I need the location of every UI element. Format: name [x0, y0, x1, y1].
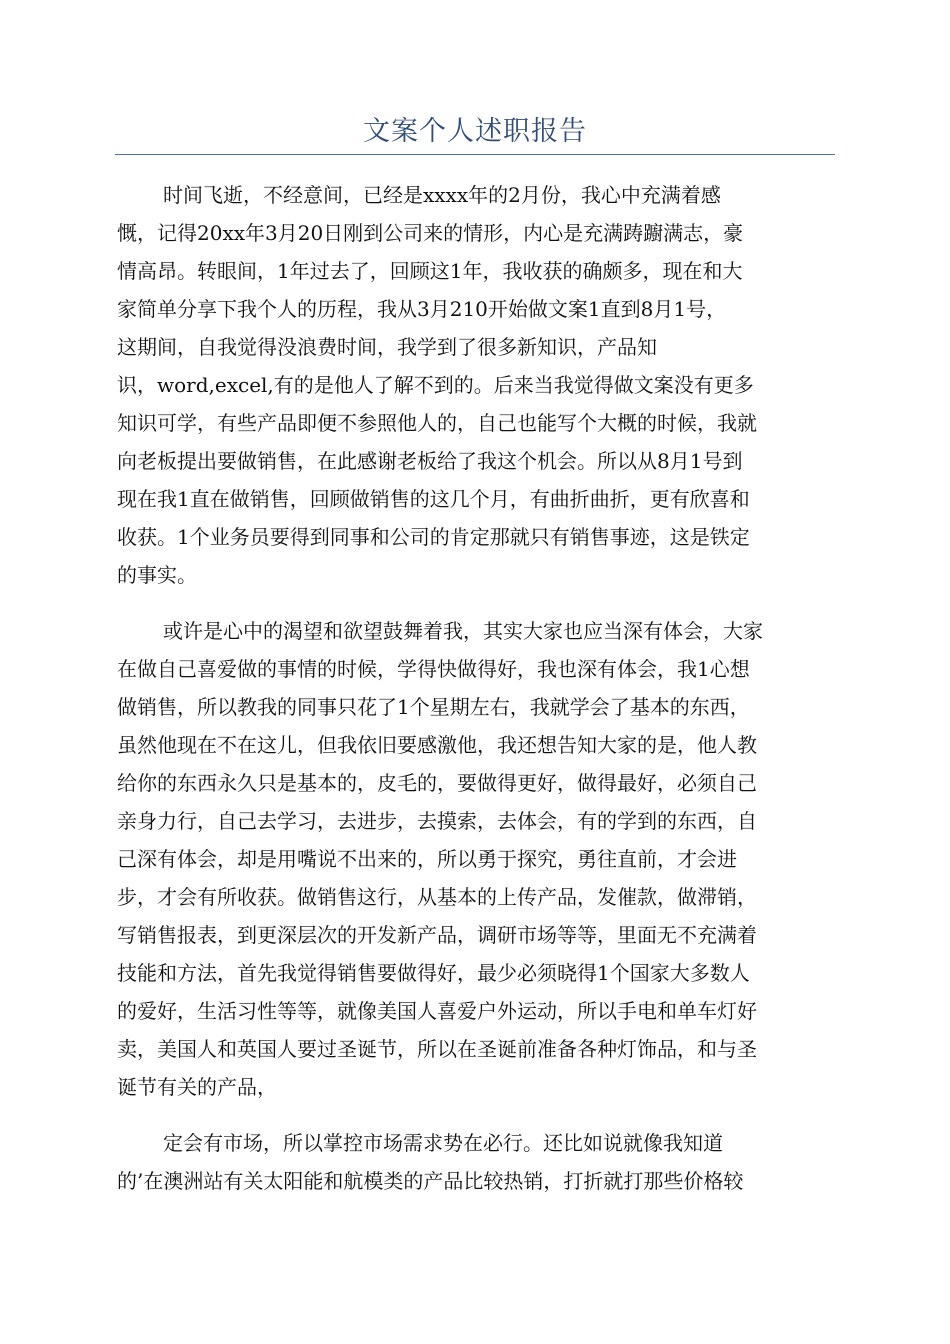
text-line: 的爱好，生活习性等等，就像美国人喜爱户外运动，所以手电和单车灯好	[117, 999, 757, 1023]
paragraph-spacer	[117, 1106, 833, 1124]
text-line: 的事实。	[117, 563, 197, 587]
text-line: 虽然他现在不在这儿，但我依旧要感激他，我还想告知大家的是，他人教	[117, 733, 757, 757]
text-line: 慨，记得20xx年3月20日刚到公司来的情形，内心是充满踌躕满志，豪	[117, 221, 744, 245]
text-line: 的’在澳洲站有关太阳能和航模类的产品比较热销，打折就打那些价格较	[117, 1169, 744, 1193]
paragraph-3	[117, 1124, 833, 1200]
paragraph-1	[117, 176, 833, 594]
text-line: 步，才会有所收获。做销售这行，从基本的上传产品，发催款，做滞销，	[117, 885, 757, 909]
text-line: 卖，美国人和英国人要过圣诞节，所以在圣诞前准备各种灯饰品，和与圣	[117, 1037, 757, 1061]
text-line: 在做自己喜爱做的事情的时候，学得快做得好，我也深有体会，我1心想	[117, 657, 750, 681]
text-line: 做销售，所以教我的同事只花了1个星期左右，我就学会了基本的东西，	[117, 695, 750, 719]
text-line: 诞节有关的产品，	[117, 1075, 277, 1099]
text-line: 亲身力行，自己去学习，去进步，去摸索，去体会，有的学到的东西，自	[117, 809, 757, 833]
text-line: 技能和方法，首先我觉得销售要做得好，最少必须晓得1个国家大多数人	[117, 961, 750, 985]
text-line: 或许是心中的渴望和欲望鼓舞着我，其实大家也应当深有体会，大家	[163, 619, 763, 643]
text-line: 定会有市场，所以掌控市场需求势在必行。还比如说就像我知道	[163, 1131, 723, 1155]
document-body	[117, 176, 833, 1200]
text-line: 给你的东西永久只是基本的，皮毛的，要做得更好，做得最好，必须自己	[117, 771, 757, 795]
text-line: 收获。1个业务员要得到同事和公司的肯定那就只有销售事迹，这是铁定	[117, 525, 750, 549]
text-line: 写销售报表，到更深层次的开发新产品，调研市场等等，里面无不充满着	[117, 923, 757, 947]
text-line: 识，word,excel,有的是他人了解不到的。后来当我觉得做文案没有更多	[117, 373, 754, 397]
text-line: 己深有体会，却是用嘴说不出来的，所以勇于探究，勇往直前，才会进	[117, 847, 737, 871]
text-line: 情高昂。转眼间，1年过去了，回顾这1年，我收获的确颇多，现在和大	[117, 259, 743, 283]
text-line: 这期间，自我觉得没浪费时间，我学到了很多新知识，产品知	[117, 335, 657, 359]
text-line: 时间飞逝，不经意间，已经是xxxx年的2月份，我心中充满着感	[163, 183, 721, 207]
paragraph-spacer	[117, 594, 833, 612]
text-line: 家简单分享下我个人的历程，我从3月210开始做文案1直到8月1号，	[117, 297, 727, 321]
text-line: 知识可学，有些产品即便不参照他人的，自己也能写个大概的时候，我就	[117, 411, 757, 435]
title-underline	[115, 154, 835, 155]
paragraph-2	[117, 612, 833, 1106]
text-line: 现在我1直在做销售，回顾做销售的这几个月，有曲折曲折，更有欣喜和	[117, 487, 750, 511]
text-line: 向老板提出要做销售，在此感谢老板给了我这个机会。所以从8月1号到	[117, 449, 743, 473]
document-title: 文案个人述职报告	[363, 116, 587, 147]
